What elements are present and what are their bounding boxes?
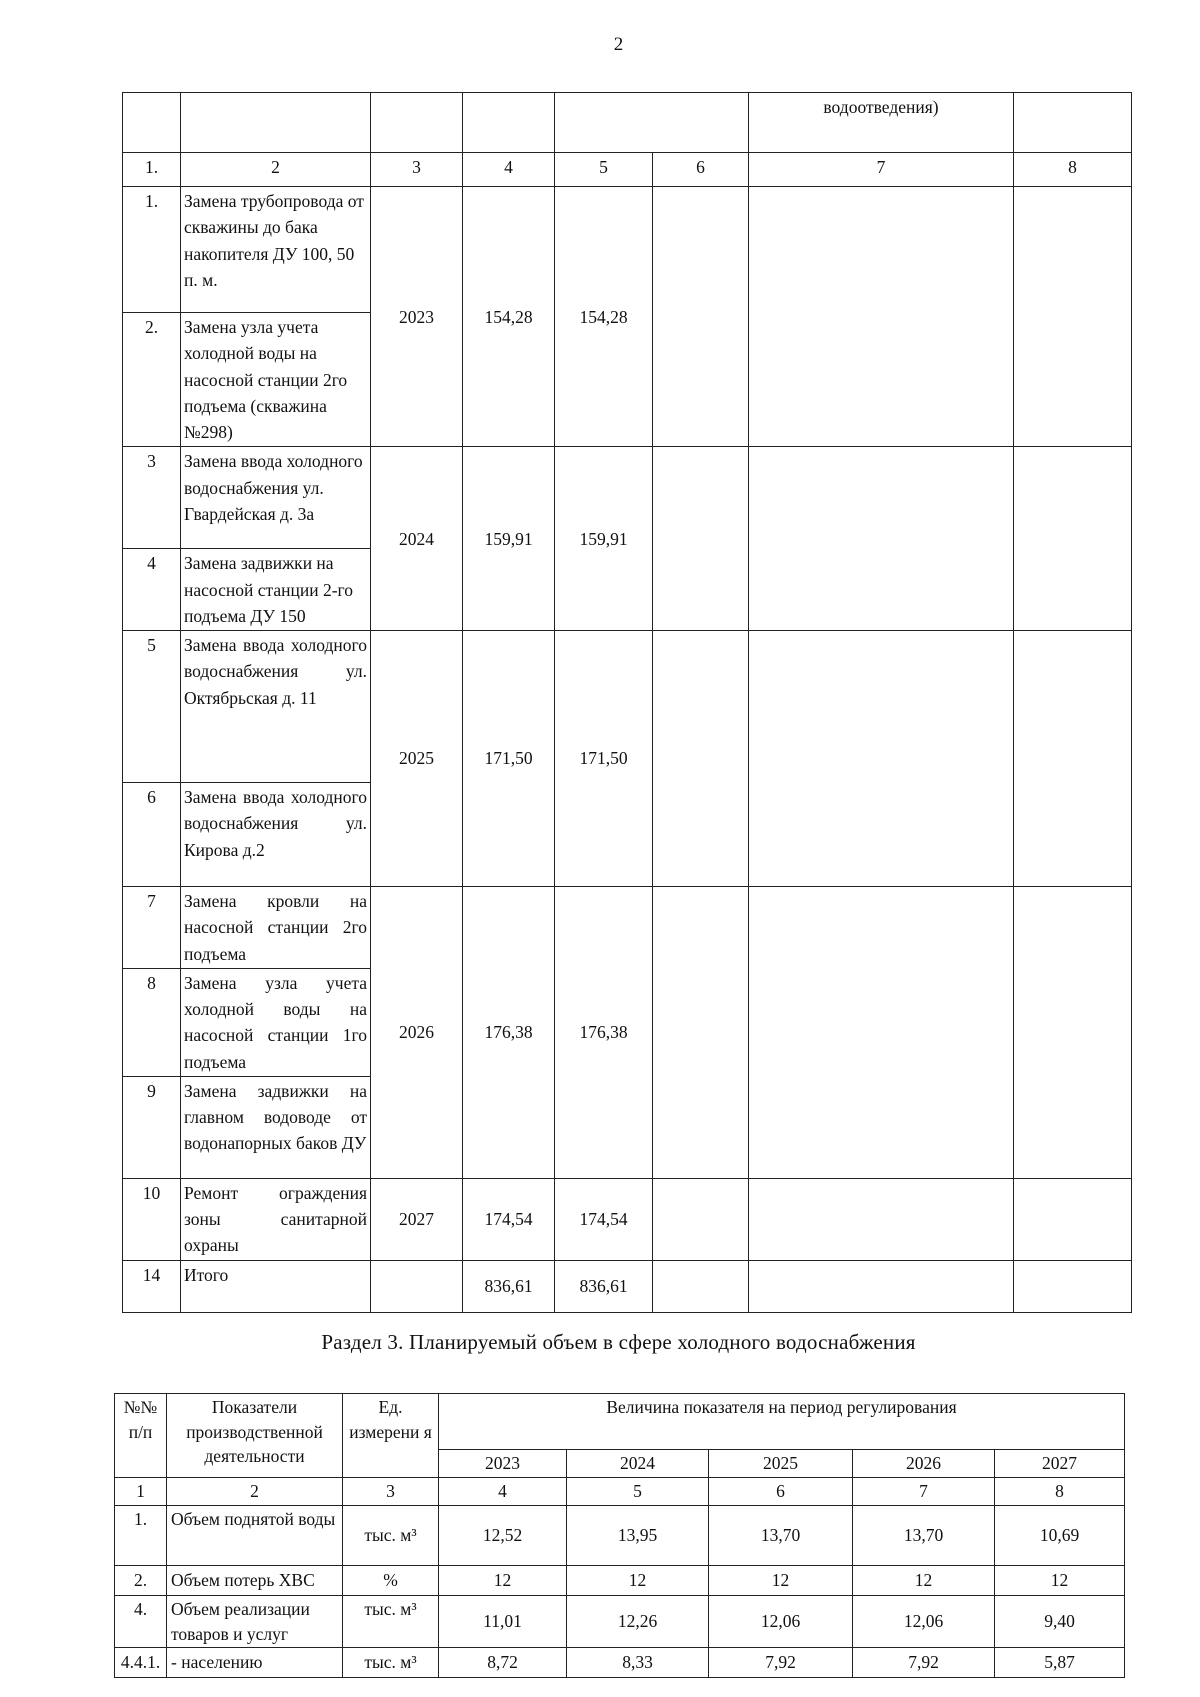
table-header-row (123, 93, 1132, 153)
header-period: Величина показателя на период регулирования (439, 1394, 1125, 1450)
year-cell: 2025 (371, 631, 463, 887)
indicator-name: Объем реализации товаров и услуг (167, 1596, 343, 1648)
table-row: 8 Замена узла учета холодной воды на насосной станции 1го подъема (123, 968, 1132, 1076)
year-header: 2026 (853, 1450, 995, 1478)
year-header: 2024 (567, 1450, 709, 1478)
measure-text: Замена узла учета холодной воды на насосной станции 1го подъема (181, 968, 371, 1076)
value-col5: 154,28 (555, 187, 653, 447)
table-row: 6 Замена ввода холодного водоснабжения ул. Кирова д.2 (123, 783, 1132, 887)
unit-cell: тыс. м³ (343, 1648, 439, 1678)
measure-text: Замена задвижки на главном водоводе от водонапорных баков ДУ (181, 1076, 371, 1178)
year-header: 2023 (439, 1450, 567, 1478)
header-col7: водоотведения) (749, 93, 1014, 153)
value-col4: 154,28 (463, 187, 555, 447)
page-number: 2 (613, 34, 624, 55)
header-indicator: Показатели производственной деятельности (167, 1394, 343, 1478)
measure-text: Замена трубопровода от скважины до бака накопителя ДУ 100, 50 п. м. (181, 187, 371, 313)
measure-text: Ремонт ограждения зоны санитарной охраны (181, 1178, 371, 1260)
col-number: 8 (1014, 153, 1132, 187)
indicator-name: Объем поднятой воды (167, 1506, 343, 1566)
table-row: 5 Замена ввода холодного водоснабжения ул. Октябрьская д. 11 2025 171,50 171,50 (123, 631, 1132, 783)
section3-title: Раздел 3. Планируемый объем в сфере холодного водоснабжения (321, 1330, 916, 1354)
value-col5: 176,38 (555, 887, 653, 1179)
measure-text: Замена узла учета холодной воды на насосной станции 2го подъема (скважина №298) (181, 313, 371, 447)
value-col4: 159,91 (463, 447, 555, 631)
unit-cell: % (343, 1566, 439, 1596)
indicator-name: Объем потерь ХВС (167, 1566, 343, 1596)
table-row: 4. Объем реализации товаров и услуг тыс. м³ 11,01 12,26 12,06 12,06 9,40 (115, 1596, 1125, 1648)
col-number: 5 (555, 153, 653, 187)
header-num: №№ п/п (115, 1394, 167, 1478)
investment-table (122, 92, 1132, 1313)
total-row: 14 Итого 836,61 836,61 (123, 1260, 1132, 1312)
col-number: 6 (653, 153, 749, 187)
measure-text: Замена ввода холодного водоснабжения ул. Гвардейская д. 3а (181, 447, 371, 549)
indicator-name: - населению (167, 1648, 343, 1678)
value-col4: 174,54 (463, 1178, 555, 1260)
header-unit: Ед. измерени я (343, 1394, 439, 1478)
table-row: 7 Замена кровли на насосной станции 2го подъема 2026 176,38 176,38 (123, 887, 1132, 969)
value-col4: 171,50 (463, 631, 555, 887)
year-cell: 2023 (371, 187, 463, 447)
col-number: 7 (749, 153, 1014, 187)
measure-text: Замена ввода холодного водоснабжения ул. Кирова д.2 (181, 783, 371, 887)
column-numbers-row: 1 2 3 4 5 6 7 8 (115, 1478, 1125, 1506)
year-cell: 2024 (371, 447, 463, 631)
total-label: Итого (181, 1260, 371, 1312)
value-col4: 176,38 (463, 887, 555, 1179)
table-row: 4 Замена задвижки на насосной станции 2-го подъема ДУ 150 (123, 549, 1132, 631)
table-header-row (115, 1394, 1125, 1450)
volume-table (114, 1393, 1125, 1678)
unit-cell: тыс. м³ (343, 1596, 439, 1648)
year-cell: 2026 (371, 887, 463, 1179)
table-row: 2. Замена узла учета холодной воды на насосной станции 2го подъема (скважина №298) (123, 313, 1132, 447)
total-col5: 836,61 (555, 1260, 653, 1312)
value-col5: 159,91 (555, 447, 653, 631)
measure-text: Замена задвижки на насосной станции 2-го подъема ДУ 150 (181, 549, 371, 631)
table-row: 9 Замена задвижки на главном водоводе от водонапорных баков ДУ (123, 1076, 1132, 1178)
table-row: 4.4.1. - населению тыс. м³ 8,72 8,33 7,92 7,92 5,87 (115, 1648, 1125, 1678)
total-col4: 836,61 (463, 1260, 555, 1312)
year-cell: 2027 (371, 1178, 463, 1260)
table-row: 1. Объем поднятой воды тыс. м³ 12,52 13,95 13,70 13,70 10,69 (115, 1506, 1125, 1566)
col-number: 3 (371, 153, 463, 187)
col-number: 4 (463, 153, 555, 187)
unit-cell: тыс. м³ (343, 1506, 439, 1566)
value-col5: 171,50 (555, 631, 653, 887)
col-number: 2 (181, 153, 371, 187)
table-row: 10 Ремонт ограждения зоны санитарной охраны 2027 174,54 174,54 (123, 1178, 1132, 1260)
value-col5: 174,54 (555, 1178, 653, 1260)
table-row: 3 Замена ввода холодного водоснабжения ул. Гвардейская д. 3а 2024 159,91 159,91 (123, 447, 1132, 549)
measure-text: Замена кровли на насосной станции 2го подъема (181, 887, 371, 969)
year-header: 2027 (995, 1450, 1125, 1478)
table-row: 2. Объем потерь ХВС % 12 12 12 12 12 (115, 1566, 1125, 1596)
col-number: 1. (123, 153, 181, 187)
column-numbers-row (123, 153, 1132, 187)
table-row: 1. Замена трубопровода от скважины до бака накопителя ДУ 100, 50 п. м. 2023 154,28 154,28 (123, 187, 1132, 313)
year-header: 2025 (709, 1450, 853, 1478)
measure-text: Замена ввода холодного водоснабжения ул. Октябрьская д. 11 (181, 631, 371, 783)
